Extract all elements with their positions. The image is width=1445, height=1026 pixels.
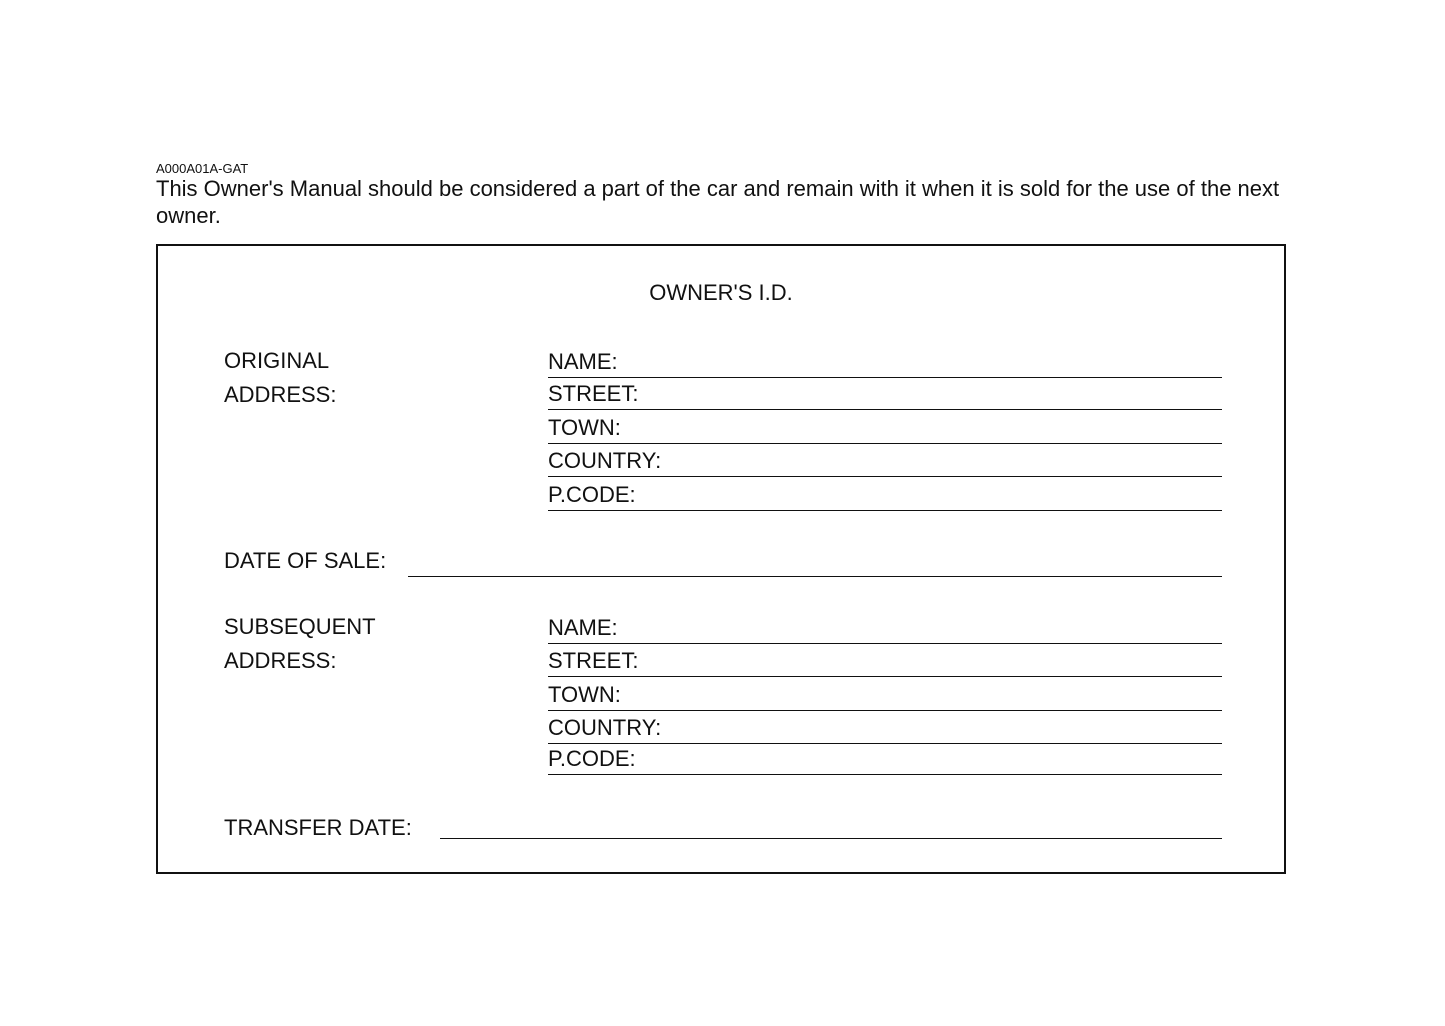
subsequent-address-label: ADDRESS: — [224, 648, 337, 673]
original-name-field[interactable] — [548, 348, 1222, 378]
transfer-date-field[interactable] — [440, 838, 1222, 839]
subsequent-town-field[interactable] — [548, 681, 1222, 711]
subsequent-name-field[interactable] — [548, 614, 1222, 644]
field-label: P.CODE: — [548, 482, 636, 507]
original-street-field[interactable] — [548, 380, 1222, 410]
field-label: NAME: — [548, 349, 618, 374]
original-town-field[interactable] — [548, 414, 1222, 444]
document-code: A000A01A-GAT — [156, 161, 249, 176]
field-label: COUNTRY: — [548, 715, 662, 740]
field-label: STREET: — [548, 381, 639, 406]
subsequent-label: SUBSEQUENT — [224, 614, 376, 639]
field-label: TOWN: — [548, 682, 621, 707]
date-of-sale-field[interactable] — [408, 576, 1222, 577]
field-label: STREET: — [548, 648, 639, 673]
subsequent-pcode-field[interactable] — [548, 745, 1222, 775]
subsequent-street-field[interactable] — [548, 647, 1222, 677]
subsequent-country-field[interactable] — [548, 714, 1222, 744]
owners-id-card — [156, 244, 1286, 874]
transfer-date-label: TRANSFER DATE: — [224, 815, 412, 840]
original-country-field[interactable] — [548, 447, 1222, 477]
field-label: P.CODE: — [548, 746, 636, 771]
intro-text: This Owner's Manual should be considered a part of the car and remain with it when it is sold for the use of the next owner. — [156, 176, 1280, 228]
field-label: NAME: — [548, 615, 618, 640]
card-title: OWNER'S I.D. — [649, 280, 793, 305]
field-label: COUNTRY: — [548, 448, 662, 473]
date-of-sale-label: DATE OF SALE: — [224, 548, 387, 573]
field-label: TOWN: — [548, 415, 621, 440]
original-pcode-field[interactable] — [548, 481, 1222, 511]
original-label: ORIGINAL — [224, 348, 330, 373]
original-address-label: ADDRESS: — [224, 382, 337, 407]
